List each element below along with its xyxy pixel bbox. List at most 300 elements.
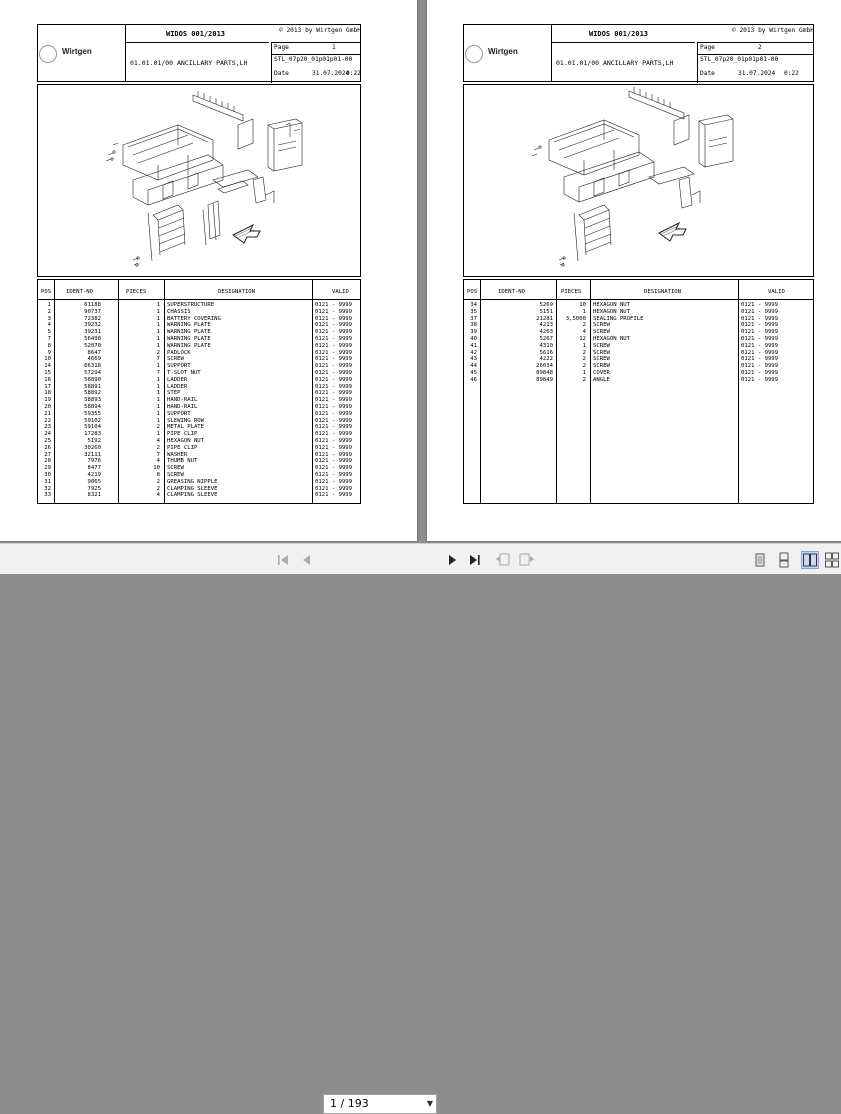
time-value: 0:22 xyxy=(346,70,361,77)
table-row xyxy=(38,377,360,384)
table-row xyxy=(464,350,813,357)
cell-designation: SCREW xyxy=(593,349,610,356)
table-row xyxy=(464,329,813,336)
cell-designation: CLAMPING SLEEVE xyxy=(167,485,218,492)
pdf-page-1 xyxy=(0,0,417,541)
cell-pos: 28 xyxy=(44,458,51,465)
col-ident: IDENT-NO xyxy=(66,289,93,295)
cell-pieces: 2 xyxy=(156,349,160,356)
cell-pieces: 4 xyxy=(156,492,160,499)
cell-valid: 0121 - 9999 xyxy=(315,349,353,356)
table-row xyxy=(38,458,360,465)
cell-designation: ANGLE xyxy=(593,376,610,383)
cell-ident-no: 5269 xyxy=(539,302,553,308)
cell-ident-no: 5267 xyxy=(539,336,553,342)
wirtgen-logo: Wirtgen xyxy=(488,47,518,56)
cell-pieces: 1 xyxy=(156,322,160,329)
table-row xyxy=(38,336,360,343)
cell-valid: 0121 - 9999 xyxy=(741,342,779,349)
cell-pieces: 2 xyxy=(582,363,586,370)
section-title: 01.01.01/00 ANCILLARY PARTS,LH xyxy=(130,59,248,67)
cell-designation: HEXAGON NUT xyxy=(593,302,631,308)
table-row xyxy=(38,424,360,431)
table-row xyxy=(38,309,360,316)
col-pos: POS xyxy=(41,289,52,295)
wirtgen-seal-icon xyxy=(39,45,57,63)
cell-ident-no: 90737 xyxy=(84,308,101,315)
model-title: WIDOS 001/2013 xyxy=(589,30,649,38)
copyright: © 2013 by Wirtgen GmbH xyxy=(279,27,361,34)
viewer-toolbar xyxy=(0,543,841,1110)
cell-ident-no: 66318 xyxy=(84,363,101,370)
cell-ident-no: 5192 xyxy=(87,438,101,444)
cell-designation: SUPPORT xyxy=(167,410,191,417)
col-designation: DESIGNATION xyxy=(218,289,256,295)
drawing-code: STL_07p20_01p01p01-00 xyxy=(274,56,353,63)
cell-ident-no: 52070 xyxy=(84,342,101,349)
table-row xyxy=(38,404,360,411)
cell-designation: T-SLOT NUT xyxy=(167,370,201,376)
cell-ident-no: 58890 xyxy=(84,376,101,383)
cell-pieces: 1 xyxy=(156,336,160,342)
date-value: 31.07.2024 xyxy=(738,70,776,77)
cell-pieces: 1 xyxy=(156,315,160,322)
cell-ident-no: 26034 xyxy=(536,363,553,370)
cell-designation: CLAMPING SLEEVE xyxy=(167,492,218,499)
cell-designation: SCREW xyxy=(167,356,184,363)
cell-ident-no: 4213 xyxy=(539,322,553,329)
cell-ident-no: 57294 xyxy=(84,370,101,376)
cell-designation: CHASSIS xyxy=(167,308,191,315)
table-row xyxy=(38,343,360,350)
table-row xyxy=(38,350,360,357)
cell-pieces: 2 xyxy=(582,356,586,363)
model-title: WIDOS 001/2013 xyxy=(166,30,226,38)
back-view-icon[interactable] xyxy=(494,552,510,568)
cell-pos: 40 xyxy=(470,336,477,342)
document-viewport[interactable] xyxy=(0,0,841,543)
cell-ident-no: 4263 xyxy=(539,329,553,336)
cell-pos: 39 xyxy=(470,329,477,336)
section-title: 01.01.01/00 ANCILLARY PARTS,LH xyxy=(556,59,674,67)
cell-pos: 1 xyxy=(47,302,51,308)
cell-ident-no: 30260 xyxy=(84,444,101,451)
cell-designation: SCREW xyxy=(593,342,610,349)
cell-valid: 0121 - 9999 xyxy=(315,370,353,376)
cell-ident-no: 8647 xyxy=(87,349,101,356)
cell-pos: 14 xyxy=(44,363,51,370)
table-row xyxy=(464,302,813,309)
cell-pos: 31 xyxy=(44,478,51,485)
cell-valid: 0121 - 9999 xyxy=(315,485,353,492)
first-page-icon[interactable] xyxy=(275,552,291,568)
cell-valid: 0121 - 9999 xyxy=(741,322,779,329)
cell-pieces: 7 xyxy=(156,451,160,458)
table-row xyxy=(38,316,360,323)
col-pieces: PIECES xyxy=(561,289,582,295)
table-row xyxy=(464,356,813,363)
page-header xyxy=(37,24,361,82)
col-valid: VALID xyxy=(768,289,785,295)
cell-ident-no: 9065 xyxy=(87,478,101,485)
col-designation: DESIGNATION xyxy=(644,289,682,295)
cell-ident-no: 61188 xyxy=(84,302,101,308)
cell-valid: 0121 - 9999 xyxy=(741,308,779,315)
cell-designation: WARNING PLATE xyxy=(167,322,211,329)
cell-valid: 0121 - 9999 xyxy=(315,383,353,390)
cell-pos: 29 xyxy=(44,465,51,472)
cell-pieces: 1 xyxy=(156,363,160,370)
date-label: Date xyxy=(274,70,289,77)
page-label: Page xyxy=(274,44,289,51)
table-row xyxy=(38,370,360,377)
cell-pos: 15 xyxy=(44,370,51,376)
table-row xyxy=(38,390,360,397)
cell-ident-no: 7976 xyxy=(87,458,101,465)
cell-pieces: 1 xyxy=(156,302,160,308)
cell-valid: 0121 - 9999 xyxy=(315,410,353,417)
cell-pos: 18 xyxy=(44,390,51,397)
col-pos: POS xyxy=(467,289,478,295)
cell-pieces: 2 xyxy=(582,376,586,383)
cell-valid: 0121 - 9999 xyxy=(315,322,353,329)
cell-pieces: 10 xyxy=(579,302,586,308)
cell-pos: 23 xyxy=(44,424,51,431)
table-row xyxy=(464,336,813,343)
cell-designation: SUPPORT xyxy=(167,363,191,370)
cell-valid: 0121 - 9999 xyxy=(315,404,353,410)
cell-designation: PADLOCK xyxy=(167,349,191,356)
two-page-continuous-view-icon[interactable] xyxy=(824,552,840,568)
cell-valid: 0121 - 9999 xyxy=(315,390,353,397)
cell-ident-no: 21281 xyxy=(536,315,553,322)
cell-ident-no: 32111 xyxy=(84,451,101,458)
cell-ident-no: 58893 xyxy=(84,397,101,404)
last-page-icon[interactable] xyxy=(467,552,483,568)
exploded-view-illustration xyxy=(464,85,813,276)
cell-designation: SCREW xyxy=(593,322,610,329)
cell-ident-no: 56498 xyxy=(84,336,101,342)
table-row xyxy=(38,492,360,499)
table-row xyxy=(464,377,813,384)
table-row xyxy=(38,431,360,438)
cell-pos: 35 xyxy=(470,308,477,315)
table-row xyxy=(464,309,813,316)
drawing-code: STL_07p20_01p01p01-00 xyxy=(700,56,779,63)
cell-pos: 2 xyxy=(47,308,51,315)
table-row xyxy=(38,465,360,472)
col-valid: VALID xyxy=(332,289,349,295)
cell-pos: 8 xyxy=(47,342,51,349)
cell-ident-no: 8477 xyxy=(87,465,101,472)
cell-pos: 42 xyxy=(470,349,477,356)
table-row xyxy=(38,418,360,425)
cell-pos: 3 xyxy=(47,315,51,322)
cell-designation: HAND-RAIL xyxy=(167,404,198,410)
cell-pos: 46 xyxy=(470,376,477,383)
cell-valid: 0121 - 9999 xyxy=(315,417,353,424)
cell-pieces: 7 xyxy=(156,370,160,376)
cell-designation: STEP xyxy=(167,390,181,397)
cell-valid: 0121 - 9999 xyxy=(315,458,353,465)
cell-designation: HAND-RAIL xyxy=(167,397,198,404)
cell-pieces: 1 xyxy=(156,404,160,410)
cell-designation: COVER xyxy=(593,370,610,376)
table-row xyxy=(464,363,813,370)
cell-designation: SCREW xyxy=(593,329,610,336)
cell-pieces: 2 xyxy=(156,444,160,451)
cell-pos: 41 xyxy=(470,342,477,349)
cell-designation: GREASING NIPPLE xyxy=(167,478,218,485)
cell-valid: 0121 - 9999 xyxy=(315,308,353,315)
cell-pos: 5 xyxy=(47,329,51,336)
cell-pos: 19 xyxy=(44,397,51,404)
cell-valid: 0121 - 9999 xyxy=(315,444,353,451)
cell-ident-no: 4219 xyxy=(87,472,101,478)
cell-valid: 0121 - 9999 xyxy=(741,315,779,322)
cell-designation: METAL PLATE xyxy=(167,424,205,431)
cell-ident-no: 17283 xyxy=(84,431,101,438)
cell-pieces: 2 xyxy=(582,322,586,329)
page-number: 2 xyxy=(758,44,762,51)
cell-pieces: 1 xyxy=(582,342,586,349)
cell-pieces: 4 xyxy=(156,458,160,465)
continuous-view-icon[interactable] xyxy=(776,552,792,568)
table-row xyxy=(464,322,813,329)
cell-ident-no: 89849 xyxy=(536,376,553,383)
cell-pieces: 2 xyxy=(156,478,160,485)
cell-pos: 26 xyxy=(44,444,51,451)
cell-ident-no: 39232 xyxy=(84,322,101,329)
pdf-page-2 xyxy=(427,0,841,541)
cell-designation: THUMB NUT xyxy=(167,458,198,465)
cell-ident-no: 58894 xyxy=(84,404,101,410)
cell-designation: LADDER xyxy=(167,383,188,390)
cell-pieces: 1 xyxy=(582,370,586,376)
two-page-view-icon[interactable] xyxy=(801,551,819,569)
table-row xyxy=(38,411,360,418)
cell-designation: PIPE CLIP xyxy=(167,444,198,451)
cell-ident-no: 59355 xyxy=(84,410,101,417)
cell-valid: 0121 - 9999 xyxy=(741,336,779,342)
cell-pieces: 2 xyxy=(582,349,586,356)
cell-valid: 0121 - 9999 xyxy=(741,329,779,336)
cell-pos: 4 xyxy=(47,322,51,329)
cell-designation: WASHER xyxy=(167,451,188,458)
copyright: © 2013 by Wirtgen GmbH xyxy=(732,27,814,34)
cell-valid: 0121 - 9999 xyxy=(315,315,353,322)
cell-designation: SEALING PROFILE xyxy=(593,315,644,322)
cell-pieces: 12 xyxy=(579,336,586,342)
table-row xyxy=(38,384,360,391)
cell-pieces: 1 xyxy=(582,308,586,315)
page-number-input[interactable] xyxy=(323,1094,437,1114)
cell-pos: 25 xyxy=(44,438,51,444)
cell-pieces: 1 xyxy=(156,431,160,438)
cell-valid: 0121 - 9999 xyxy=(315,478,353,485)
date-value: 31.07.2024 xyxy=(312,70,350,77)
cell-valid: 0121 - 9999 xyxy=(315,356,353,363)
cell-designation: SCREW xyxy=(167,472,184,478)
cell-ident-no: 8321 xyxy=(87,492,101,499)
cell-pieces: 1 xyxy=(156,390,160,397)
table-row xyxy=(464,343,813,350)
table-row xyxy=(38,322,360,329)
cell-pieces: 8 xyxy=(156,472,160,478)
wirtgen-seal-icon xyxy=(465,45,483,63)
cell-pieces: 7 xyxy=(156,356,160,363)
table-row xyxy=(464,370,813,377)
cell-pieces: 1 xyxy=(156,383,160,390)
cell-pos: 43 xyxy=(470,356,477,363)
cell-designation: HEXAGON NUT xyxy=(167,438,205,444)
cell-pieces: 3,5000 xyxy=(565,315,586,322)
cell-pos: 22 xyxy=(44,417,51,424)
cell-pieces: 1 xyxy=(156,376,160,383)
cell-pos: 10 xyxy=(44,356,51,363)
table-row xyxy=(38,486,360,493)
cell-designation: HEXAGON NUT xyxy=(593,336,631,342)
cell-pos: 9 xyxy=(47,349,51,356)
table-row xyxy=(38,397,360,404)
cell-valid: 0121 - 9999 xyxy=(315,397,353,404)
cell-valid: 0121 - 9999 xyxy=(315,376,353,383)
cell-designation: SCREW xyxy=(167,465,184,472)
col-pieces: PIECES xyxy=(126,289,147,295)
cell-valid: 0121 - 9999 xyxy=(741,356,779,363)
table-row xyxy=(38,438,360,445)
cell-valid: 0121 - 9999 xyxy=(315,302,353,308)
wirtgen-logo: Wirtgen xyxy=(62,47,92,56)
cell-valid: 0121 - 9999 xyxy=(315,363,353,370)
cell-valid: 0121 - 9999 xyxy=(741,302,779,308)
col-ident: IDENT-NO xyxy=(498,289,525,295)
chevron-down-icon[interactable]: ▼ xyxy=(426,1099,433,1108)
cell-valid: 0121 - 9999 xyxy=(315,438,353,444)
cell-valid: 0121 - 9999 xyxy=(315,431,353,438)
cell-valid: 0121 - 9999 xyxy=(741,376,779,383)
cell-valid: 0121 - 9999 xyxy=(315,424,353,431)
cell-pieces: 1 xyxy=(156,329,160,336)
cell-designation: SLEWING ROW xyxy=(167,417,205,424)
cell-valid: 0121 - 9999 xyxy=(315,451,353,458)
cell-pieces: 2 xyxy=(156,424,160,431)
cell-designation: WARNING PLATE xyxy=(167,336,211,342)
cell-ident-no: 7925 xyxy=(87,485,101,492)
cell-ident-no: 5151 xyxy=(539,308,553,315)
cell-pieces: 1 xyxy=(156,342,160,349)
cell-pos: 44 xyxy=(470,363,477,370)
cell-valid: 0121 - 9999 xyxy=(741,370,779,376)
page-header xyxy=(463,24,814,82)
cell-pos: 27 xyxy=(44,451,51,458)
cell-designation: PIPE CLIP xyxy=(167,431,198,438)
cell-valid: 0121 - 9999 xyxy=(315,342,353,349)
cell-valid: 0121 - 9999 xyxy=(315,465,353,472)
cell-pos: 34 xyxy=(470,302,477,308)
parts-drawing xyxy=(37,84,361,277)
cell-designation: LADDER xyxy=(167,376,188,383)
table-row xyxy=(38,452,360,459)
cell-pieces: 1 xyxy=(156,308,160,315)
page-number: 1 xyxy=(332,44,336,51)
cell-valid: 0121 - 9999 xyxy=(315,336,353,342)
table-row xyxy=(38,479,360,486)
cell-pos: 45 xyxy=(470,370,477,376)
parts-drawing xyxy=(463,84,814,277)
parts-table xyxy=(463,279,814,504)
cell-valid: 0121 - 9999 xyxy=(315,472,353,478)
cell-pos: 24 xyxy=(44,431,51,438)
cell-ident-no: 59104 xyxy=(84,424,101,431)
cell-designation: SCREW xyxy=(593,356,610,363)
date-label: Date xyxy=(700,70,715,77)
cell-pieces: 4 xyxy=(156,438,160,444)
cell-pieces: 1 xyxy=(156,397,160,404)
page-label: Page xyxy=(700,44,715,51)
cell-ident-no: 5616 xyxy=(539,349,553,356)
cell-pieces: 1 xyxy=(156,417,160,424)
single-page-view-icon[interactable] xyxy=(752,552,768,568)
cell-ident-no: 59102 xyxy=(84,417,101,424)
cell-pos: 21 xyxy=(44,410,51,417)
cell-valid: 0121 - 9999 xyxy=(741,363,779,370)
next-page-icon[interactable] xyxy=(444,552,460,568)
cell-designation: WARNING PLATE xyxy=(167,329,211,336)
cell-designation: SUPERSTRUCTURE xyxy=(167,302,215,308)
table-row xyxy=(38,302,360,309)
cell-pieces: 4 xyxy=(582,329,586,336)
cell-ident-no: 58891 xyxy=(84,383,101,390)
cell-ident-no: 72382 xyxy=(84,315,101,322)
cell-pos: 16 xyxy=(44,376,51,383)
table-row xyxy=(38,472,360,479)
cell-pieces: 2 xyxy=(156,485,160,492)
cell-valid: 0121 - 9999 xyxy=(315,329,353,336)
cell-designation: SCREW xyxy=(593,363,610,370)
cell-pos: 38 xyxy=(470,322,477,329)
cell-ident-no: 4310 xyxy=(539,342,553,349)
cell-pos: 33 xyxy=(44,492,51,499)
cell-pos: 20 xyxy=(44,404,51,410)
cell-ident-no: 4222 xyxy=(539,356,553,363)
table-row xyxy=(38,329,360,336)
previous-page-icon[interactable] xyxy=(299,552,315,568)
cell-pos: 7 xyxy=(47,336,51,342)
cell-pos: 37 xyxy=(470,315,477,322)
forward-view-icon[interactable] xyxy=(518,552,534,568)
cell-pos: 17 xyxy=(44,383,51,390)
time-value: 0:22 xyxy=(784,70,799,77)
table-row xyxy=(38,356,360,363)
cell-pos: 30 xyxy=(44,472,51,478)
cell-ident-no: 89848 xyxy=(536,370,553,376)
cell-pos: 32 xyxy=(44,485,51,492)
cell-ident-no: 58892 xyxy=(84,390,101,397)
cell-ident-no: 4669 xyxy=(87,356,101,363)
table-row xyxy=(38,445,360,452)
exploded-view-illustration xyxy=(38,85,360,276)
cell-pieces: 10 xyxy=(153,465,160,472)
table-row xyxy=(464,316,813,323)
page-number-value: 1 / 193 xyxy=(330,1097,369,1110)
table-row xyxy=(38,363,360,370)
cell-valid: 0121 - 9999 xyxy=(315,492,353,499)
cell-valid: 0121 - 9999 xyxy=(741,349,779,356)
cell-designation: BATTERY COVERING xyxy=(167,315,221,322)
parts-table xyxy=(37,279,361,504)
cell-pieces: 1 xyxy=(156,410,160,417)
